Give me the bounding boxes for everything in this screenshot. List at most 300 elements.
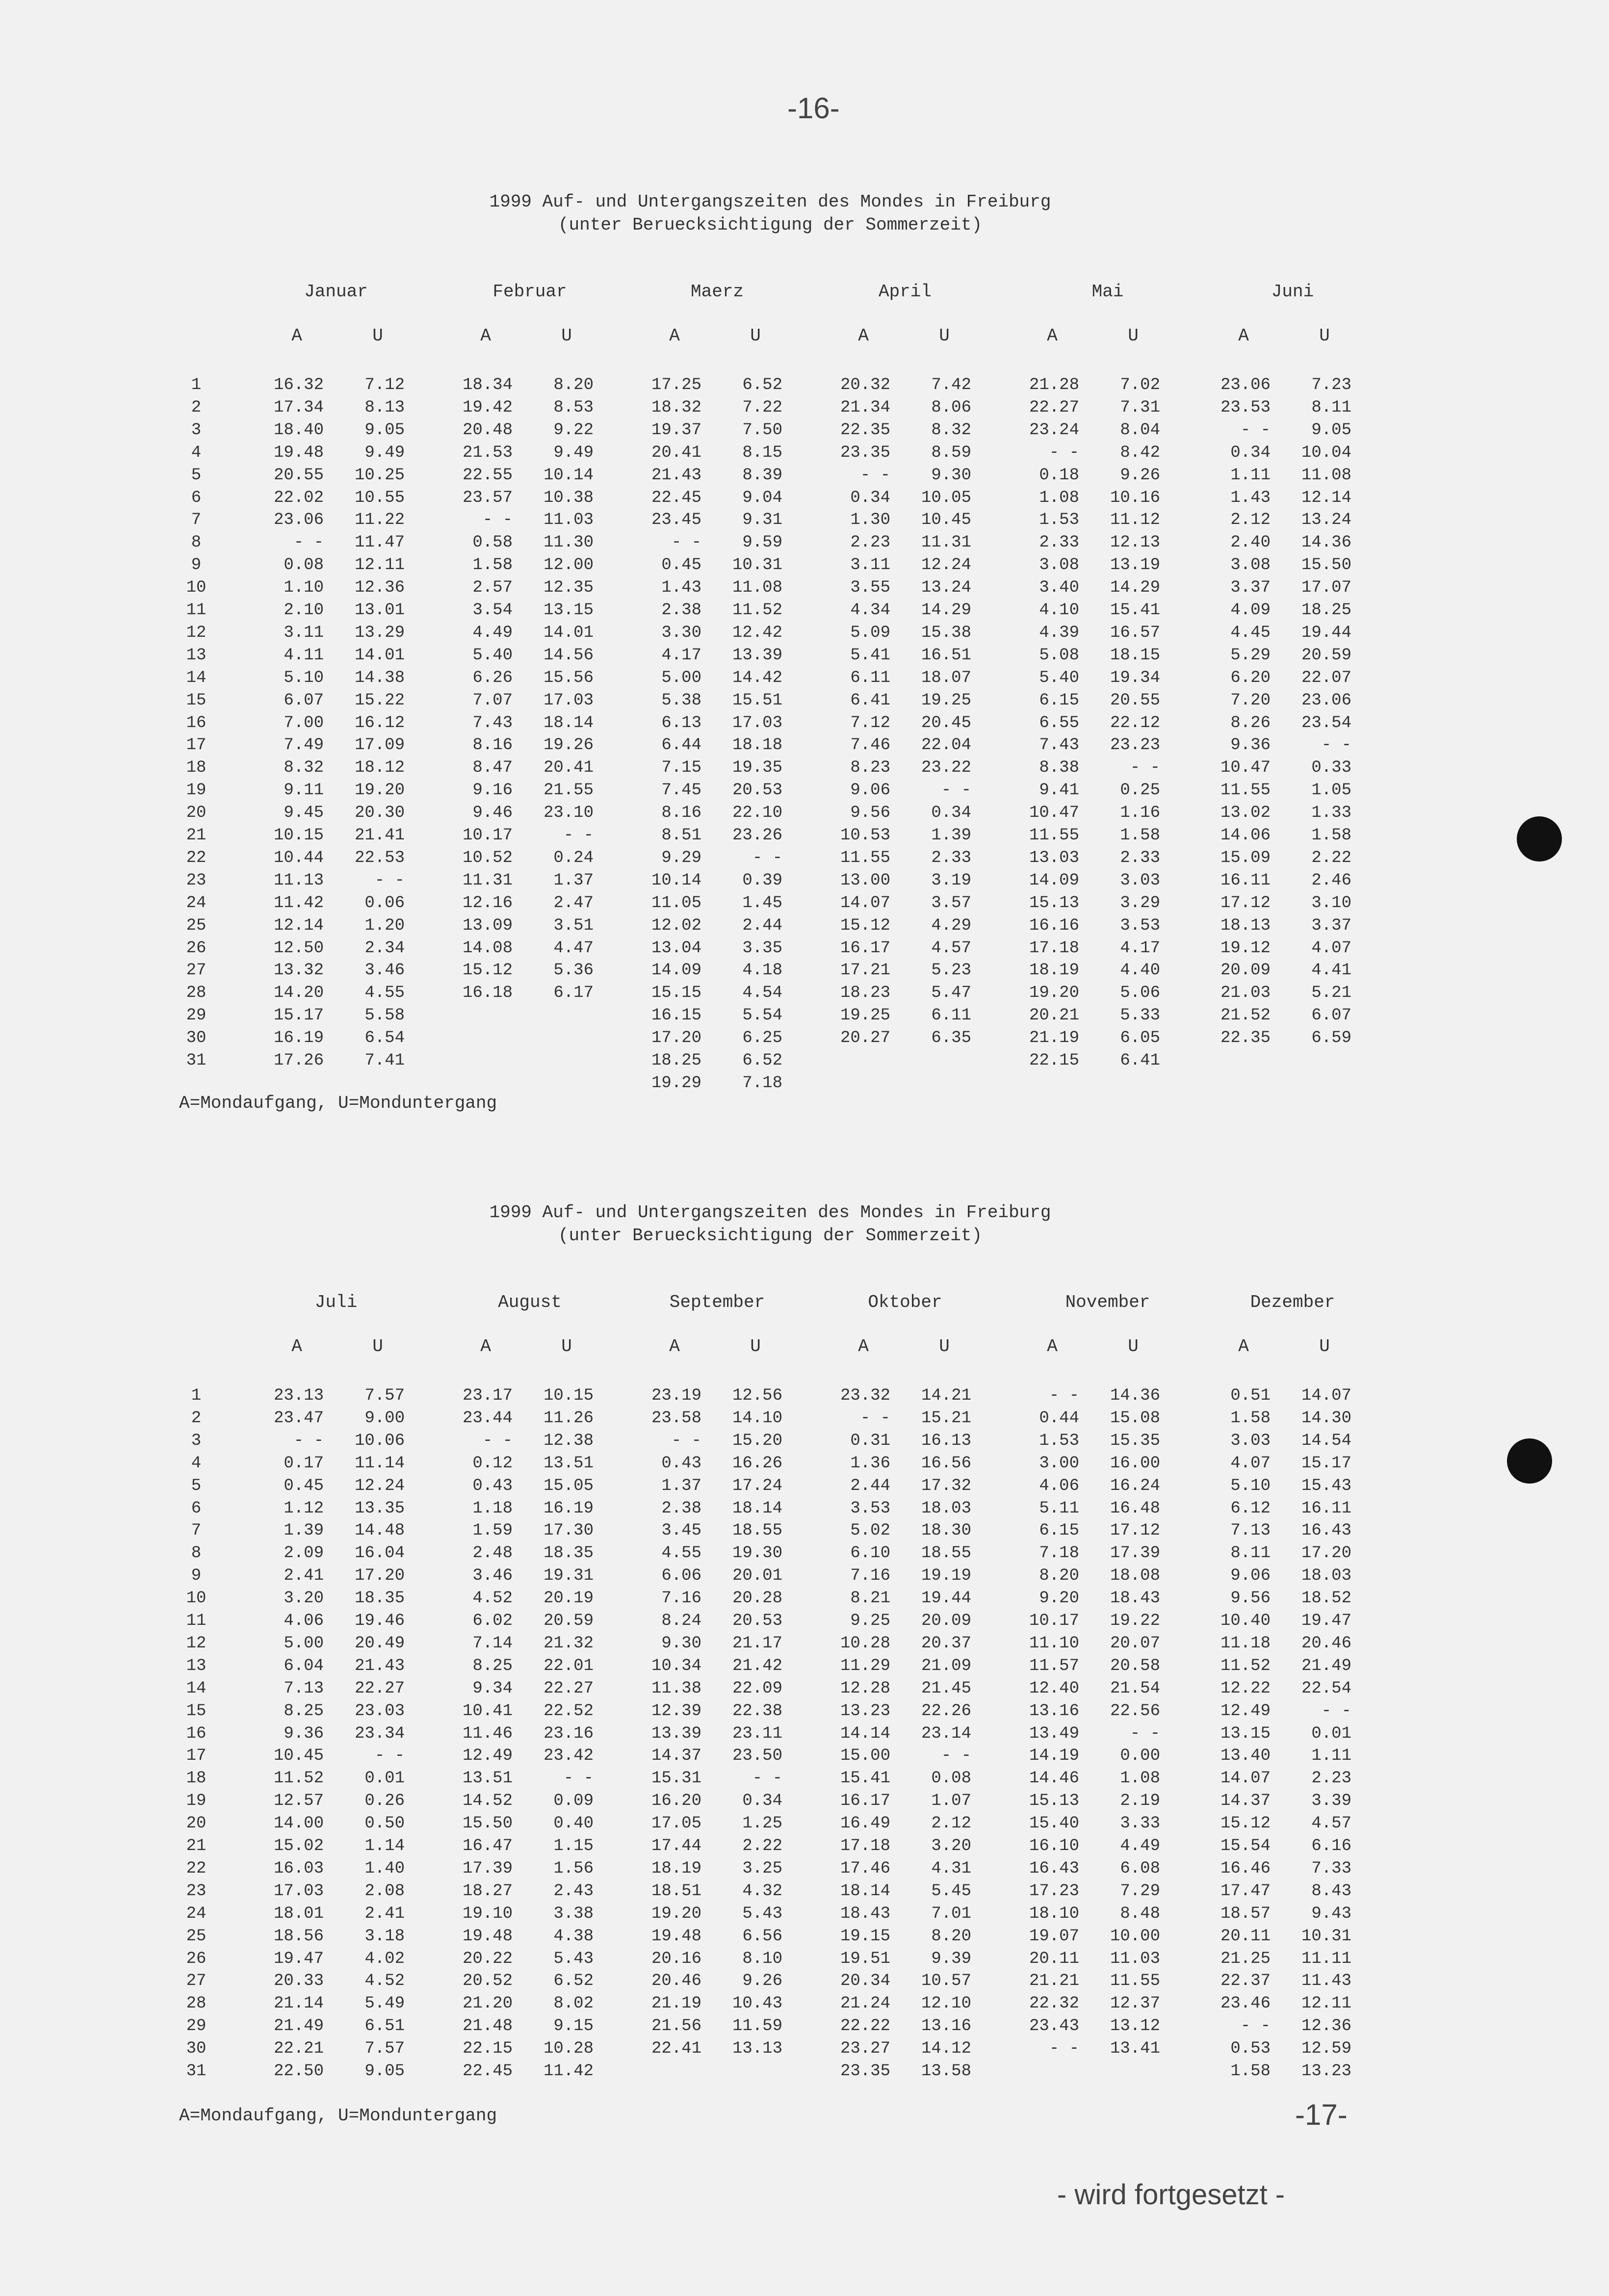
moonrise-time: 21.25 (1220, 1949, 1271, 1968)
moonrise-time: 1.10 (284, 578, 324, 598)
moonset-time: 8.53 (553, 398, 594, 417)
moonrise-time: 21.56 (651, 2017, 701, 2036)
moonrise-time: 7.07 (472, 691, 513, 710)
moonrise-time: 7.14 (472, 1634, 513, 1653)
column-header-untergang: U (372, 1336, 383, 1357)
moonrise-time: 1.36 (850, 1454, 890, 1473)
moonrise-time: 7.00 (284, 713, 324, 732)
moonset-time: 16.00 (1110, 1454, 1160, 1473)
moonrise-time: 2.33 (1039, 533, 1079, 552)
moonset-time: 20.59 (1301, 646, 1351, 665)
moonset-time: 6.11 (931, 1006, 971, 1025)
moonset-time: 13.58 (921, 2062, 971, 2081)
moonset-time: 3.37 (1311, 916, 1351, 935)
moonset-time: 14.48 (354, 1521, 405, 1540)
column-header-aufgang: A (669, 326, 680, 346)
moonrise-time: 17.18 (840, 1837, 890, 1855)
moonrise-time: 4.10 (1039, 601, 1079, 620)
moonset-time: 5.47 (931, 984, 971, 1003)
moonrise-time: 19.07 (1029, 1927, 1079, 1946)
day-number: 2 (191, 1409, 202, 1428)
punch-hole (1517, 816, 1562, 861)
moonset-time: 6.51 (364, 2017, 405, 2036)
moonset-time: 20.37 (921, 1634, 971, 1653)
moonrise-time: 14.07 (1220, 1769, 1271, 1788)
moonrise-time: 15.13 (1029, 893, 1079, 913)
moonset-time: 11.03 (543, 511, 594, 530)
moonset-time: 18.30 (921, 1521, 971, 1540)
moonset-time: 5.45 (931, 1881, 971, 1901)
moonrise-time: 7.45 (661, 781, 701, 800)
day-number: 28 (186, 984, 207, 1003)
moonrise-time: 2.38 (661, 1499, 701, 1518)
moonset-time: 15.05 (543, 1476, 594, 1495)
moonrise-time: 5.00 (661, 668, 701, 687)
moonset-time: 2.23 (1311, 1769, 1351, 1788)
moonset-time: 12.35 (543, 578, 594, 598)
moonset-time: 10.05 (921, 488, 971, 507)
moonset-time: 12.24 (354, 1476, 405, 1495)
moonrise-time: 8.20 (1039, 1566, 1079, 1586)
moonrise-time: 8.51 (661, 826, 701, 845)
moonrise-time: 18.19 (1029, 961, 1079, 980)
moonrise-time: 17.47 (1220, 1881, 1271, 1901)
moonrise-time: 21.49 (273, 2017, 324, 2036)
moonset-time: 3.19 (931, 871, 971, 890)
moonrise-time: 23.47 (273, 1409, 324, 1428)
moonrise-time: 2.48 (472, 1544, 513, 1563)
moonset-time: 1.56 (553, 1859, 594, 1878)
moonset-time: - - (752, 1769, 782, 1788)
moonset-time: 5.06 (1120, 984, 1160, 1003)
moonset-time: 1.20 (364, 916, 405, 935)
table-legend: A=Mondaufgang, U=Monduntergang (179, 2106, 497, 2126)
moonset-time: - - (1130, 758, 1160, 778)
moonrise-time: 8.32 (284, 758, 324, 778)
moonset-time: 13.12 (1110, 2017, 1160, 2036)
moonset-time: 10.57 (921, 1972, 971, 1991)
moonset-time: 18.35 (354, 1589, 405, 1608)
moonset-time: 13.51 (543, 1454, 594, 1473)
day-number: 16 (186, 713, 207, 732)
moonset-time: - - (563, 826, 594, 845)
moonrise-time: 19.25 (840, 1006, 890, 1025)
moonset-time: 9.30 (931, 466, 971, 485)
day-number: 28 (186, 1994, 207, 2013)
moonset-time: 20.49 (354, 1634, 405, 1653)
moonrise-time: 16.17 (840, 1792, 890, 1811)
moonset-time: 5.33 (1120, 1006, 1160, 1025)
moonrise-time: 6.44 (661, 736, 701, 755)
moonset-time: 15.43 (1301, 1476, 1351, 1495)
moonset-time: 8.15 (742, 443, 782, 462)
moonset-time: 8.20 (553, 376, 594, 394)
moonset-time: 6.17 (553, 984, 594, 1003)
moonset-time: 3.35 (742, 939, 782, 958)
moonset-time: 19.35 (732, 758, 782, 778)
moonset-time: 12.59 (1301, 2039, 1351, 2059)
moonrise-time: 17.26 (273, 1051, 324, 1070)
moonset-time: 18.08 (1110, 1566, 1160, 1586)
moonrise-time: 23.58 (651, 1409, 701, 1428)
moonrise-time: 5.09 (850, 623, 890, 642)
moonrise-time: 20.27 (840, 1029, 890, 1048)
moonset-time: 0.06 (364, 893, 405, 913)
moonset-time: 7.42 (931, 376, 971, 394)
moonrise-time: 23.06 (1220, 376, 1271, 394)
moonrise-time: 15.31 (651, 1769, 701, 1788)
moonrise-time: 7.18 (1039, 1544, 1079, 1563)
moonset-time: 1.05 (1311, 781, 1351, 800)
moonrise-time: 21.19 (1029, 1029, 1079, 1048)
month-label: Juni (1271, 282, 1314, 302)
moonset-time: 22.27 (354, 1679, 405, 1698)
moonset-time: 6.52 (553, 1972, 594, 1991)
moonset-time: 10.55 (354, 488, 405, 507)
moonrise-time: 19.48 (462, 1927, 513, 1946)
moonset-time: 10.00 (1110, 1927, 1160, 1946)
moonrise-time: 0.43 (472, 1476, 513, 1495)
day-number: 9 (191, 1566, 202, 1586)
moonrise-time: 9.06 (850, 781, 890, 800)
month-label: April (878, 282, 932, 302)
moonrise-time: 13.51 (462, 1769, 513, 1788)
moonset-time: 8.32 (931, 420, 971, 440)
day-number: 26 (186, 1949, 207, 1968)
moonset-time: 18.55 (732, 1521, 782, 1540)
moonrise-time: - - (293, 533, 324, 552)
moonset-time: 12.11 (1301, 1994, 1351, 2013)
moonset-time: 11.11 (1301, 1949, 1351, 1968)
moonset-time: 0.34 (742, 1792, 782, 1811)
moonrise-time: - - (1049, 2039, 1079, 2059)
moonset-time: 1.08 (1120, 1769, 1160, 1788)
moonrise-time: 16.03 (273, 1859, 324, 1878)
day-number: 23 (186, 871, 207, 890)
moonrise-time: 1.58 (1230, 2062, 1271, 2081)
moonrise-time: 9.56 (850, 804, 890, 823)
moonrise-time: 10.17 (462, 826, 513, 845)
moonrise-time: 0.58 (472, 533, 513, 552)
moonrise-time: 13.15 (1220, 1724, 1271, 1743)
moonrise-time: 12.39 (651, 1701, 701, 1721)
day-number: 20 (186, 804, 207, 823)
moonrise-time: 16.18 (462, 984, 513, 1003)
moonset-time: 16.12 (354, 713, 405, 732)
moonset-time: 12.37 (1110, 1994, 1160, 2013)
moonset-time: 14.01 (543, 623, 594, 642)
column-header-aufgang: A (858, 326, 869, 346)
moonrise-time: 5.41 (850, 646, 890, 665)
moonset-time: 2.19 (1120, 1792, 1160, 1811)
moonrise-time: 4.06 (1039, 1476, 1079, 1495)
moonrise-time: 7.13 (1230, 1521, 1271, 1540)
moonrise-time: 8.47 (472, 758, 513, 778)
moonrise-time: 18.14 (840, 1881, 890, 1901)
moonrise-time: 1.18 (472, 1499, 513, 1518)
moonset-time: 22.10 (732, 804, 782, 823)
moonset-time: 9.05 (364, 420, 405, 440)
moonrise-time: - - (1049, 443, 1079, 462)
moonrise-time: 8.38 (1039, 758, 1079, 778)
moonrise-time: 15.17 (273, 1006, 324, 1025)
month-label: Oktober (868, 1292, 942, 1312)
moonset-time: 18.15 (1110, 646, 1160, 665)
column-header-untergang: U (750, 1336, 761, 1357)
moonrise-time: 10.15 (273, 826, 324, 845)
moonrise-time: 8.11 (1230, 1544, 1271, 1563)
moonrise-time: 14.09 (651, 961, 701, 980)
moonrise-time: 11.31 (462, 871, 513, 890)
moonrise-time: 9.45 (284, 804, 324, 823)
moonset-time: 14.29 (921, 601, 971, 620)
moonrise-time: 6.15 (1039, 691, 1079, 710)
moonset-time: 17.03 (543, 691, 594, 710)
moonrise-time: 4.55 (661, 1544, 701, 1563)
moonrise-time: 23.46 (1220, 1994, 1271, 2013)
moonset-time: 21.42 (732, 1656, 782, 1675)
moonrise-time: 17.03 (273, 1881, 324, 1901)
moonset-time: 21.17 (732, 1634, 782, 1653)
moonrise-time: 23.53 (1220, 398, 1271, 417)
moonset-time: 8.43 (1311, 1881, 1351, 1901)
moonset-time: 18.12 (354, 758, 405, 778)
moonset-time: 14.01 (354, 646, 405, 665)
moonrise-time: 3.00 (1039, 1454, 1079, 1473)
moonrise-time: 2.41 (284, 1566, 324, 1586)
moonset-time: 18.14 (543, 713, 594, 732)
moonset-time: 1.58 (1120, 826, 1160, 845)
moonrise-time: 11.10 (1029, 1634, 1079, 1653)
moonset-time: 1.40 (364, 1859, 405, 1878)
moonrise-time: 16.11 (1220, 871, 1271, 890)
moonrise-time: 10.40 (1220, 1612, 1271, 1630)
day-number: 8 (191, 1544, 202, 1563)
moonset-time: 10.28 (543, 2039, 594, 2059)
moonset-time: 23.23 (1110, 736, 1160, 755)
moonrise-time: 14.09 (1029, 871, 1079, 890)
moonset-time: 2.47 (553, 893, 594, 913)
moonset-time: 13.35 (354, 1499, 405, 1518)
moonrise-time: 23.13 (273, 1386, 324, 1405)
moonrise-time: 23.19 (651, 1386, 701, 1405)
day-number: 6 (191, 1499, 202, 1518)
moonset-time: 18.55 (921, 1544, 971, 1563)
moonset-time: 21.32 (543, 1634, 594, 1653)
moonset-time: 11.08 (1301, 466, 1351, 485)
moonset-time: 19.26 (543, 736, 594, 755)
moonrise-time: 14.19 (1029, 1747, 1079, 1766)
moonset-time: 8.04 (1120, 420, 1160, 440)
moonrise-time: 13.16 (1029, 1701, 1079, 1721)
moonrise-time: 10.34 (651, 1656, 701, 1675)
moonset-time: 15.22 (354, 691, 405, 710)
moonrise-time: 11.46 (462, 1724, 513, 1743)
moonrise-time: 1.43 (1230, 488, 1271, 507)
punch-hole (1507, 1438, 1552, 1484)
moonrise-time: 15.12 (462, 961, 513, 980)
moonrise-time: 7.12 (850, 713, 890, 732)
moonrise-time: 16.17 (840, 939, 890, 958)
moonset-time: 11.03 (1110, 1949, 1160, 1968)
moonrise-time: 4.17 (661, 646, 701, 665)
moonrise-time: 6.11 (850, 668, 890, 687)
day-number: 26 (186, 939, 207, 958)
moonset-time: 4.07 (1311, 939, 1351, 958)
month-label: Mai (1091, 282, 1124, 302)
moonrise-time: 14.20 (273, 984, 324, 1003)
moonrise-time: 0.17 (284, 1454, 324, 1473)
moonrise-time: 3.30 (661, 623, 701, 642)
moonrise-time: 11.52 (1220, 1656, 1271, 1675)
moonset-time: 9.04 (742, 488, 782, 507)
moonrise-time: 22.45 (462, 2062, 513, 2081)
moonrise-time: 7.16 (661, 1589, 701, 1608)
moonrise-time: 21.14 (273, 1994, 324, 2013)
moonset-time: 14.30 (1301, 1409, 1351, 1428)
moonset-time: 4.29 (931, 916, 971, 935)
moonrise-time: 9.20 (1039, 1589, 1079, 1608)
moonrise-time: 13.40 (1220, 1747, 1271, 1766)
moonrise-time: 14.06 (1220, 826, 1271, 845)
moonrise-time: 1.53 (1039, 1431, 1079, 1450)
moonrise-time: 20.11 (1029, 1949, 1079, 1968)
moonrise-time: 18.23 (840, 984, 890, 1003)
column-header-aufgang: A (1238, 1336, 1249, 1357)
moonset-time: 16.13 (921, 1431, 971, 1450)
moonrise-time: 19.42 (462, 398, 513, 417)
moonset-time: - - (1130, 1724, 1160, 1743)
moonrise-time: 15.12 (840, 916, 890, 935)
moonset-time: 17.20 (1301, 1544, 1351, 1563)
month-label: Maerz (690, 282, 744, 302)
moonset-time: 12.10 (921, 1994, 971, 2013)
moonrise-time: 5.40 (472, 646, 513, 665)
moonset-time: 22.01 (543, 1656, 594, 1675)
moonrise-time: 3.40 (1039, 578, 1079, 598)
moonset-time: 7.57 (364, 2039, 405, 2059)
moonrise-time: - - (482, 511, 513, 530)
moonset-time: 20.45 (921, 713, 971, 732)
moonrise-time: 10.44 (273, 848, 324, 867)
moonset-time: 0.50 (364, 1814, 405, 1833)
moonset-time: 10.06 (354, 1431, 405, 1450)
moonset-time: 18.52 (1301, 1589, 1351, 1608)
moonrise-time: 11.52 (273, 1769, 324, 1788)
day-number: 30 (186, 2039, 207, 2059)
moonset-time: 11.52 (732, 601, 782, 620)
moonrise-time: 1.58 (472, 556, 513, 575)
moonrise-time: 3.20 (284, 1589, 324, 1608)
moonrise-time: 5.38 (661, 691, 701, 710)
moonrise-time: 5.40 (1039, 668, 1079, 687)
moonrise-time: 17.39 (462, 1859, 513, 1878)
moonrise-time: 9.25 (850, 1612, 890, 1630)
table-subtitle: (unter Beruecksichtigung der Sommerzeit) (558, 215, 983, 235)
moonrise-time: 7.15 (661, 758, 701, 778)
moonset-time: 9.05 (1311, 420, 1351, 440)
moonset-time: 6.16 (1311, 1837, 1351, 1855)
moonrise-time: 3.03 (1230, 1431, 1271, 1450)
column-header-untergang: U (1128, 1336, 1139, 1357)
moonset-time: 18.43 (1110, 1589, 1160, 1608)
moonrise-time: 1.37 (661, 1476, 701, 1495)
moonrise-time: 3.53 (850, 1499, 890, 1518)
moonrise-time: 11.38 (651, 1679, 701, 1698)
moonrise-time: 19.37 (651, 420, 701, 440)
moonrise-time: 0.53 (1230, 2039, 1271, 2059)
moonset-time: 18.03 (1301, 1566, 1351, 1586)
moonset-time: - - (1321, 1701, 1351, 1721)
moonrise-time: 14.00 (273, 1814, 324, 1833)
day-number: 22 (186, 1859, 207, 1878)
moonset-time: 16.56 (921, 1454, 971, 1473)
moonrise-time: 17.34 (273, 398, 324, 417)
moonset-time: 10.14 (543, 466, 594, 485)
moonset-time: 14.42 (732, 668, 782, 687)
moonset-time: 20.01 (732, 1566, 782, 1586)
moonset-time: 4.31 (931, 1859, 971, 1878)
month-label: Dezember (1250, 1292, 1335, 1312)
moonset-time: 10.15 (543, 1386, 594, 1405)
moonrise-time: - - (671, 533, 701, 552)
moonrise-time: 3.45 (661, 1521, 701, 1540)
day-number: 30 (186, 1029, 207, 1048)
moonset-time: 13.15 (543, 601, 594, 620)
moonrise-time: 11.13 (273, 871, 324, 890)
moonset-time: 13.24 (1301, 511, 1351, 530)
moonset-time: 11.59 (732, 2017, 782, 2036)
moonrise-time: 6.41 (850, 691, 890, 710)
day-number: 27 (186, 961, 207, 980)
moonrise-time: 5.08 (1039, 646, 1079, 665)
moonrise-time: 18.01 (273, 1904, 324, 1923)
moonset-time: 11.22 (354, 511, 405, 530)
day-number: 18 (186, 758, 207, 778)
day-number: 31 (186, 2062, 207, 2081)
moonrise-time: 20.52 (462, 1972, 513, 1991)
moonrise-time: 8.26 (1230, 713, 1271, 732)
moonset-time: 3.20 (931, 1837, 971, 1855)
moonset-time: 20.07 (1110, 1634, 1160, 1653)
moonrise-time: 21.28 (1029, 376, 1079, 394)
day-number: 10 (186, 1589, 207, 1608)
moonrise-time: 20.48 (462, 420, 513, 440)
moonrise-time: 17.21 (840, 961, 890, 980)
moonset-time: 23.22 (921, 758, 971, 778)
moonset-time: 18.03 (921, 1499, 971, 1518)
moonset-time: 21.49 (1301, 1656, 1351, 1675)
moonset-time: 20.19 (543, 1589, 594, 1608)
moonrise-time: 5.10 (1230, 1476, 1271, 1495)
moonset-time: 6.56 (742, 1927, 782, 1946)
moonrise-time: 19.20 (1029, 984, 1079, 1003)
day-number: 4 (191, 1454, 202, 1473)
moonrise-time: 7.46 (850, 736, 890, 755)
moonrise-time: - - (1240, 420, 1271, 440)
moonrise-time: 1.12 (284, 1499, 324, 1518)
moonset-time: 6.59 (1311, 1029, 1351, 1048)
moonset-time: 14.10 (732, 1409, 782, 1428)
moonset-time: 21.54 (1110, 1679, 1160, 1698)
moonset-time: 16.51 (921, 646, 971, 665)
day-number: 8 (191, 533, 202, 552)
moonrise-time: 19.15 (840, 1927, 890, 1946)
moonset-time: 21.41 (354, 826, 405, 845)
moonset-time: 15.38 (921, 623, 971, 642)
moonset-time: 21.43 (354, 1656, 405, 1675)
moonrise-time: 6.04 (284, 1656, 324, 1675)
